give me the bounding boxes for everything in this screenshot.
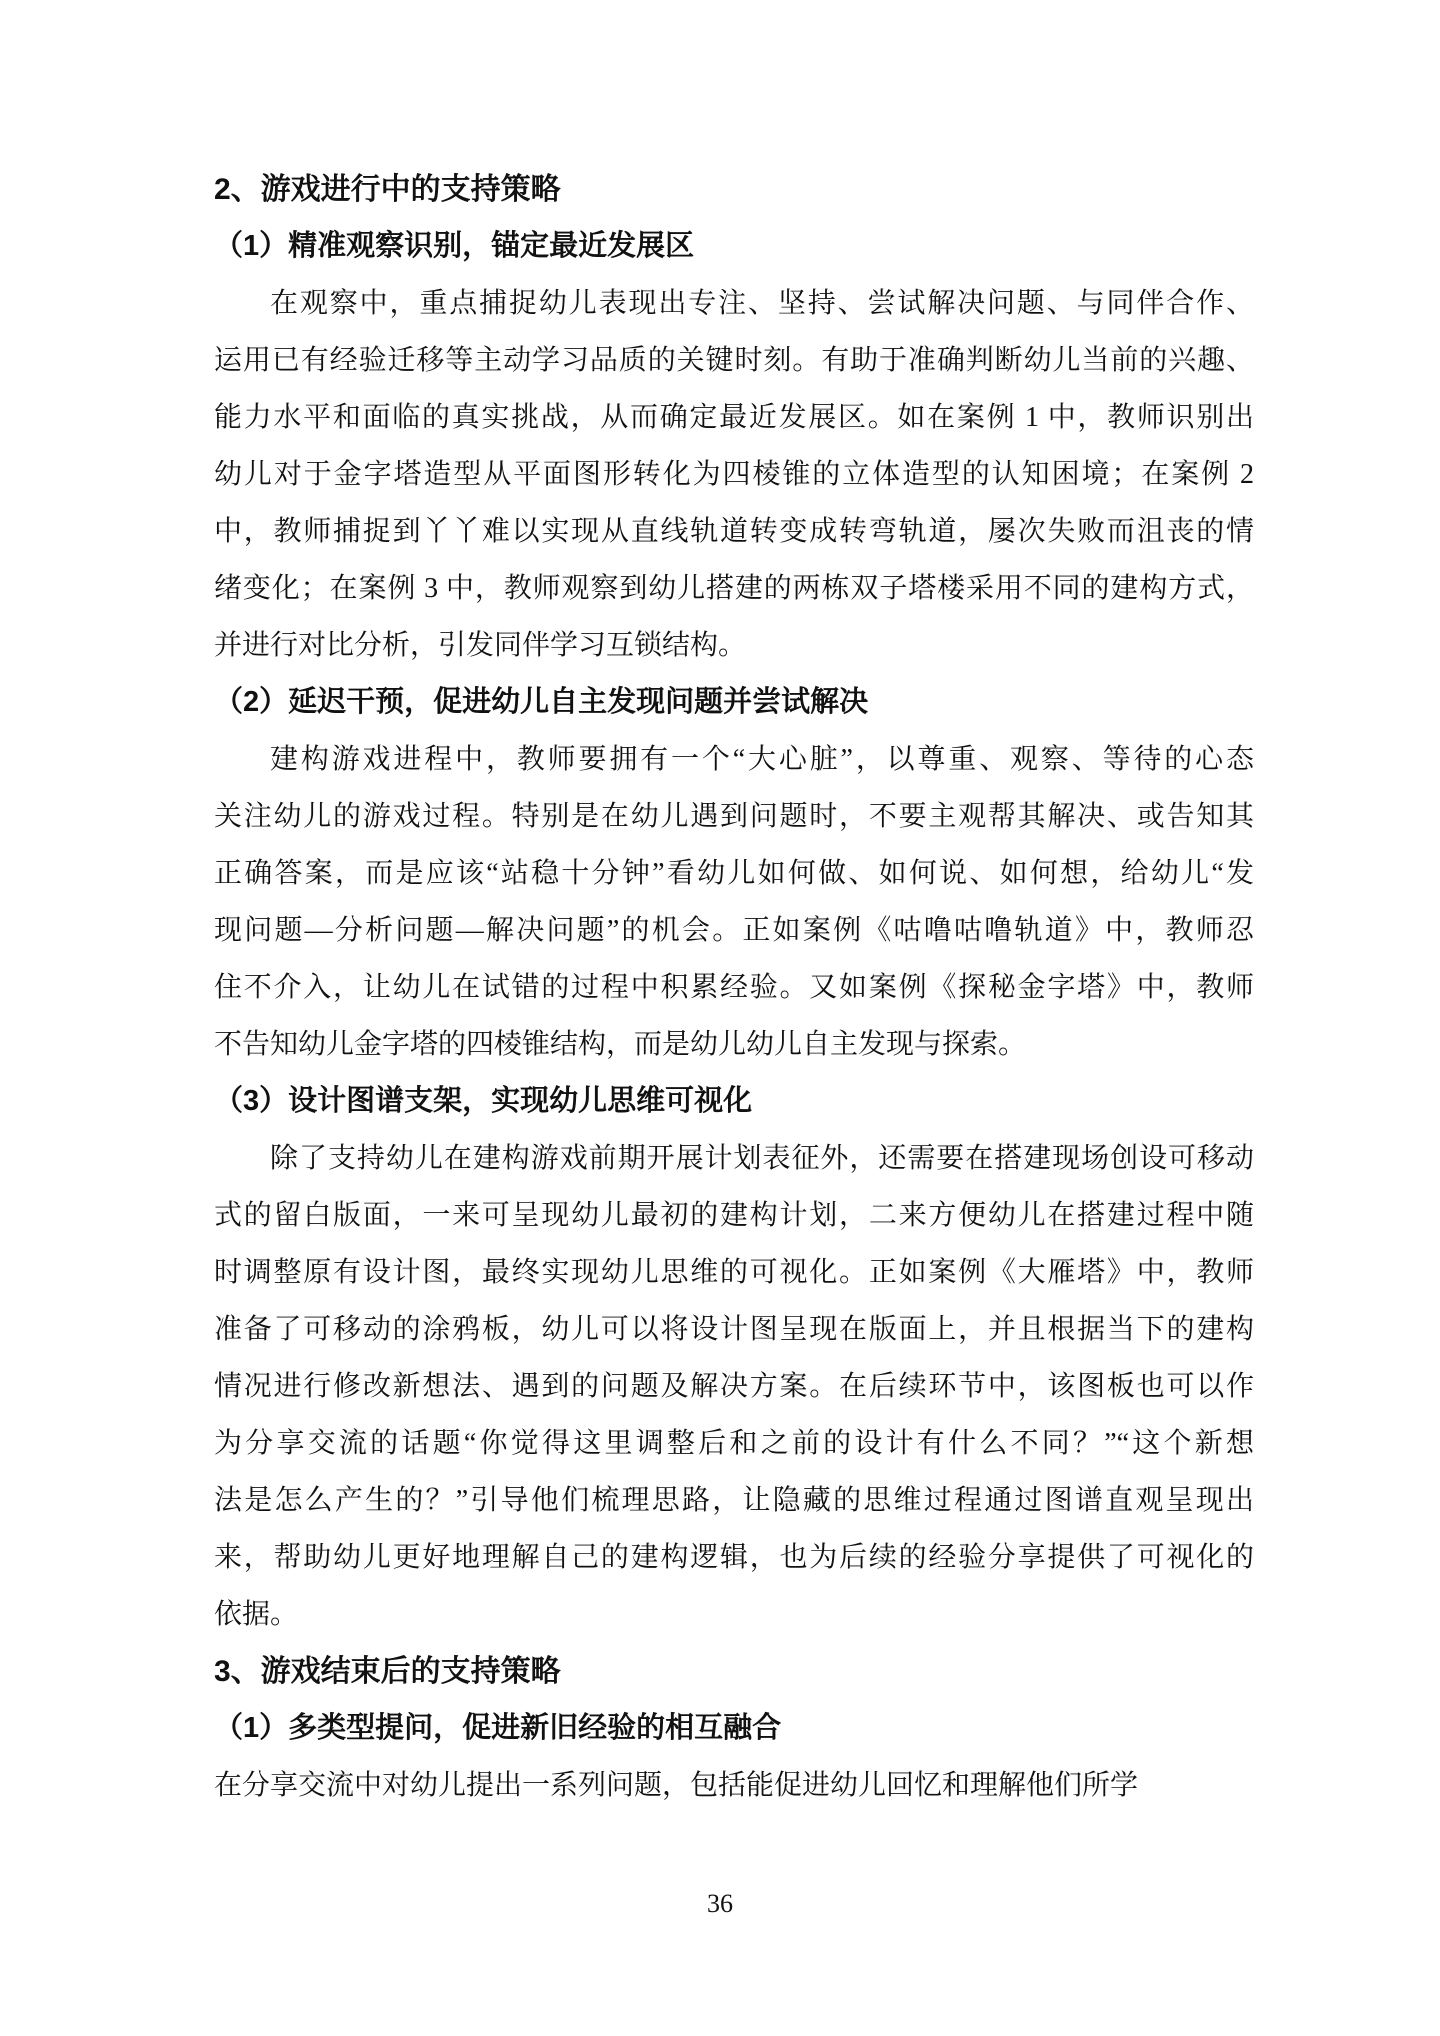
paragraph-line: 关注幼儿的游戏过程。特别是在幼儿遇到问题时，不要主观帮其解决、或告知其 (214, 801, 1254, 832)
paragraph (214, 275, 1254, 674)
paragraph (214, 731, 1254, 1073)
paragraph-line: 运用已有经验迁移等主动学习品质的关键时刻。有助于准确判断幼儿当前的兴趣、 (214, 345, 1254, 376)
paragraph-line: 法是怎么产生的？”引导他们梳理思路，让隐藏的思维过程通过图谱直观呈现出 (214, 1485, 1254, 1516)
paragraph-line: 绪变化；在案例 3 中，教师观察到幼儿搭建的两栋双子塔楼采用不同的建构方式， (214, 573, 1254, 604)
section-heading: （1）精准观察识别，锚定最近发展区 (214, 230, 695, 262)
text-content (214, 161, 1254, 1814)
paragraph-line: 依据。 (214, 1599, 299, 1630)
paragraph-line: 幼儿对于金字塔造型从平面图形转化为四棱锥的立体造型的认知困境；在案例 2 (214, 459, 1254, 490)
paragraph-line: 在分享交流中对幼儿提出一系列问题，包括能促进幼儿回忆和理解他们所学 (214, 1770, 1139, 1801)
paragraph-line: 并进行对比分析，引发同伴学习互锁结构。 (214, 630, 747, 661)
paragraph-line: 为分享交流的话题“你觉得这里调整后和之前的设计有什么不同？”“这个新想 (214, 1428, 1254, 1459)
page-number: 36 (707, 1889, 733, 1918)
paragraph-line: 正确答案，而是应该“站稳十分钟”看幼儿如何做、如何说、如何想，给幼儿“发 (214, 858, 1254, 889)
section-heading: 2、游戏进行中的支持策略 (214, 173, 561, 206)
section-heading: 3、游戏结束后的支持策略 (214, 1655, 561, 1688)
paragraph-line: 不告知幼儿金字塔的四棱锥结构，而是幼儿幼儿自主发现与探索。 (214, 1029, 1027, 1060)
paragraph-line: 住不介入，让幼儿在试错的过程中积累经验。又如案例《探秘金字塔》中，教师 (214, 972, 1254, 1003)
paragraph-line: 能力水平和面临的真实挑战，从而确定最近发展区。如在案例 1 中，教师识别出 (214, 402, 1254, 433)
section-heading: （2）延迟干预，促进幼儿自主发现问题并尝试解决 (214, 686, 869, 718)
paragraph-line: 在观察中，重点捕捉幼儿表现出专注、坚持、尝试解决问题、与同伴合作、 (270, 288, 1254, 319)
paragraph-line: 中，教师捕捉到丫丫难以实现从直线轨道转变成转弯轨道，屡次失败而沮丧的情 (214, 516, 1254, 547)
paragraph-line: 时调整原有设计图，最终实现幼儿思维的可视化。正如案例《大雁塔》中，教师 (214, 1257, 1254, 1288)
paragraph (214, 1757, 1254, 1814)
paragraph-line: 情况进行修改新想法、遇到的问题及解决方案。在后续环节中，该图板也可以作 (214, 1371, 1254, 1402)
paragraph-line: 建构游戏进程中，教师要拥有一个“大心脏”，以尊重、观察、等待的心态 (270, 744, 1254, 775)
paragraph-line: 准备了可移动的涂鸦板，幼儿可以将设计图呈现在版面上，并且根据当下的建构 (214, 1314, 1254, 1345)
paragraph-line: 式的留白版面，一来可呈现幼儿最初的建构计划，二来方便幼儿在搭建过程中随 (214, 1200, 1254, 1231)
section-heading: （1）多类型提问，促进新旧经验的相互融合 (214, 1712, 782, 1744)
section-heading: （3）设计图谱支架，实现幼儿思维可视化 (214, 1085, 753, 1117)
paragraph (214, 1130, 1254, 1643)
paragraph-line: 除了支持幼儿在建构游戏前期开展计划表征外，还需要在搭建现场创设可移动 (270, 1143, 1254, 1174)
paragraph-line: 现问题—分析问题—解决问题”的机会。正如案例《咕噜咕噜轨道》中，教师忍 (214, 915, 1254, 946)
paragraph-line: 来，帮助幼儿更好地理解自己的建构逻辑，也为后续的经验分享提供了可视化的 (214, 1542, 1254, 1573)
